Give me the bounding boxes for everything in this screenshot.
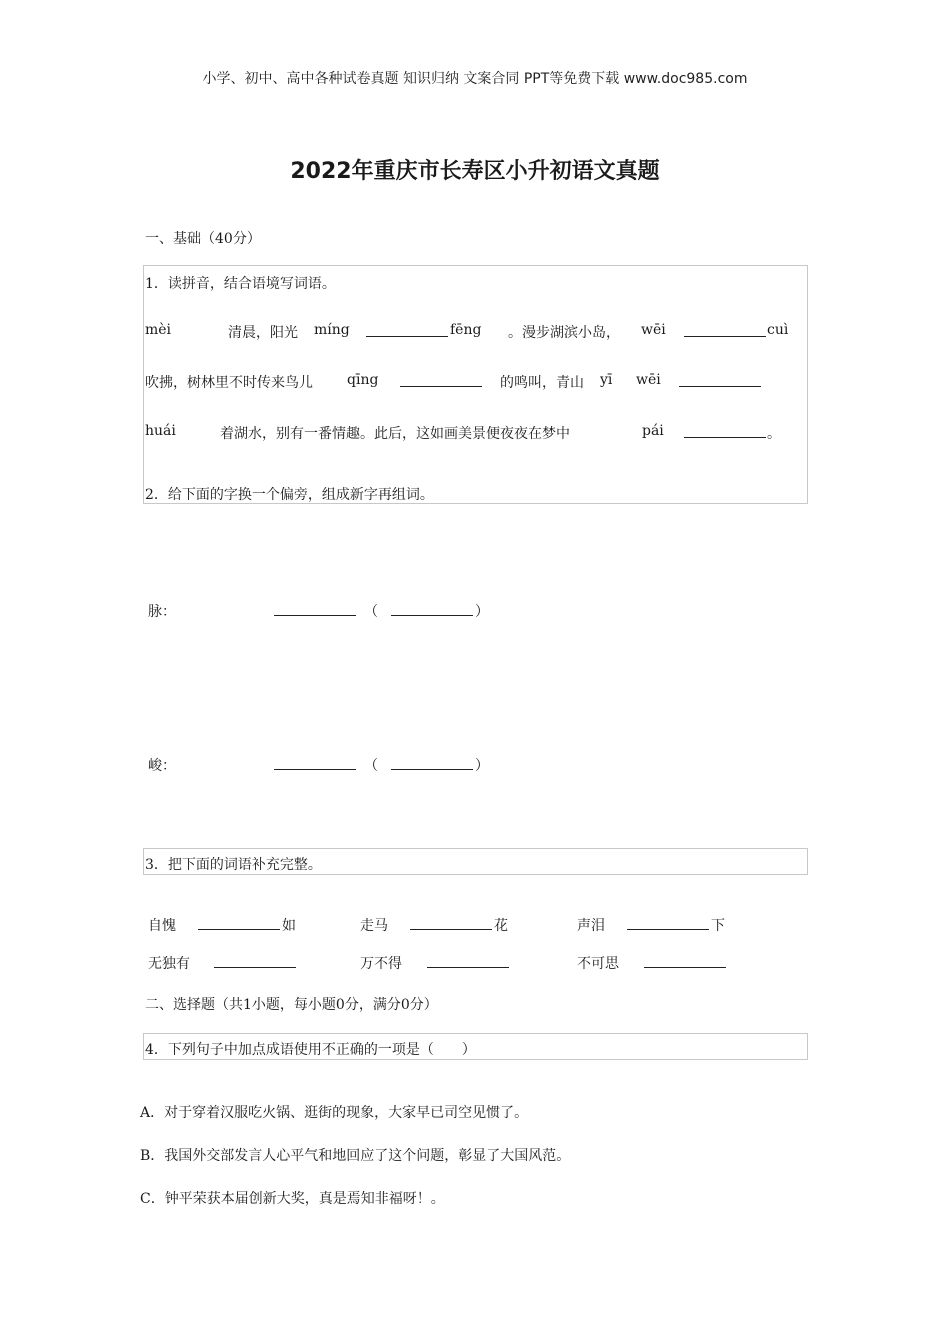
idiom-3-end: 下	[711, 918, 725, 934]
idiom-4-part: 无独有	[148, 956, 190, 972]
answer-blank[interactable]	[410, 915, 492, 930]
paren-open: （	[364, 604, 378, 620]
page-header: 小学、初中、高中各种试卷真题 知识归纳 文案合同 PPT等免费下载 www.doc985.com	[202, 71, 748, 87]
pinyin-pai: pái	[642, 423, 664, 439]
char-jun: 峻：	[148, 758, 176, 774]
answer-blank[interactable]	[684, 322, 766, 337]
answer-blank[interactable]	[391, 755, 473, 770]
answer-blank[interactable]	[427, 953, 509, 968]
answer-blank[interactable]	[644, 953, 726, 968]
answer-blank[interactable]	[627, 915, 709, 930]
paren-close: ）	[475, 604, 489, 620]
idiom-1-end: 如	[282, 918, 296, 934]
pinyin-cui: cuì	[767, 322, 789, 338]
option-a[interactable]: A．对于穿着汉服吃火锅、逛街的现象，大家早已司空见惯了。	[140, 1105, 529, 1121]
q1-text-1: 清晨，阳光	[228, 325, 298, 341]
pinyin-ming: míng	[314, 322, 350, 338]
answer-blank[interactable]	[198, 915, 280, 930]
answer-blank[interactable]	[400, 372, 482, 387]
question-1-prompt: 1．读拼音，结合语境写词语。	[145, 276, 336, 292]
idiom-2-end: 花	[494, 918, 508, 934]
q1-text-6: 。	[767, 426, 781, 442]
pinyin-huai: huái	[145, 423, 176, 439]
idiom-6-part: 不可思	[577, 956, 619, 972]
answer-blank[interactable]	[366, 322, 448, 337]
page-title: 2022年重庆市长寿区小升初语文真题	[290, 159, 660, 184]
idiom-1-part: 自愧	[148, 918, 176, 934]
paren-close: ）	[475, 758, 489, 774]
pinyin-feng: fēng	[450, 322, 482, 338]
pinyin-wei-1: wēi	[641, 322, 666, 338]
answer-blank[interactable]	[274, 755, 356, 770]
answer-blank[interactable]	[391, 601, 473, 616]
char-mai: 脉：	[148, 604, 176, 620]
question-2-prompt: 2．给下面的字换一个偏旁，组成新字再组词。	[145, 487, 434, 503]
pinyin-qing: qīng	[347, 372, 379, 388]
option-c[interactable]: C．钟平荣获本届创新大奖，真是焉知非福呀！。	[140, 1191, 445, 1207]
q1-text-2: 。漫步湖滨小岛，	[508, 325, 620, 341]
answer-blank[interactable]	[214, 953, 296, 968]
pinyin-yi: yī	[600, 372, 613, 388]
q1-text-4: 的鸣叫，青山	[500, 375, 584, 391]
question-4-prompt: 4．下列句子中加点成语使用不正确的一项是（ ）	[145, 1042, 476, 1058]
answer-blank[interactable]	[684, 423, 766, 438]
answer-blank[interactable]	[274, 601, 356, 616]
idiom-3-part: 声泪	[577, 918, 605, 934]
option-b[interactable]: B．我国外交部发言人心平气和地回应了这个问题，彰显了大国风范。	[140, 1148, 571, 1164]
paren-open: （	[364, 758, 378, 774]
q1-text-3: 吹拂，树林里不时传来鸟儿	[145, 375, 313, 391]
question-3-prompt: 3．把下面的词语补充完整。	[145, 857, 322, 873]
pinyin-mei: mèi	[145, 322, 172, 338]
idiom-2-part: 走马	[360, 918, 388, 934]
section-1-heading: 一、基础（40分）	[145, 231, 261, 247]
q1-text-5: 着湖水，别有一番情趣。此后，这如画美景便夜夜在梦中	[220, 426, 570, 442]
answer-blank[interactable]	[679, 372, 761, 387]
pinyin-wei-2: wēi	[636, 372, 661, 388]
idiom-5-part: 万不得	[360, 956, 402, 972]
section-2-heading: 二、选择题（共1小题，每小题0分，满分0分）	[145, 997, 438, 1013]
